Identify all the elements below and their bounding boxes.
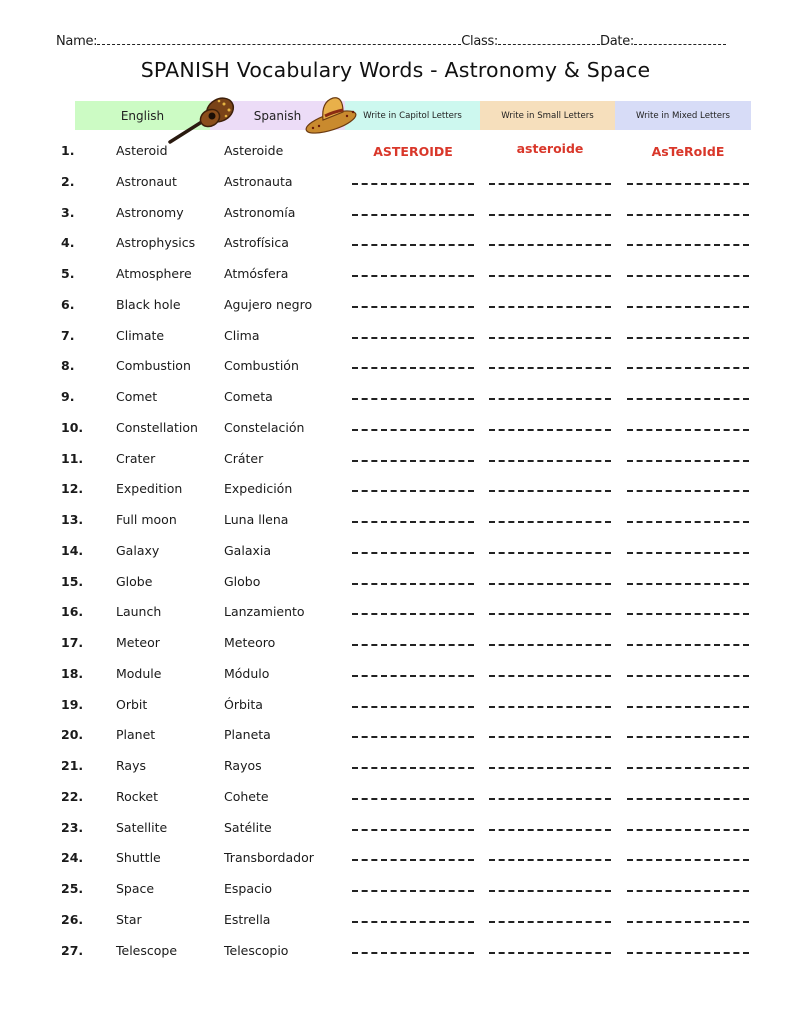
answer-blank-small[interactable] xyxy=(489,367,611,369)
english-word: Atmosphere xyxy=(116,266,192,281)
column-header-small: Write in Small Letters xyxy=(480,101,615,130)
row-number: 21. xyxy=(61,758,84,773)
answer-blank-capital[interactable] xyxy=(352,398,474,400)
answer-blank-capital[interactable] xyxy=(352,829,474,831)
row-number: 20. xyxy=(61,727,84,743)
sombrero-icon xyxy=(303,92,363,134)
answer-blank-small[interactable] xyxy=(489,644,611,646)
row-number: 16. xyxy=(61,604,84,620)
word-row xyxy=(0,358,791,388)
column-header-mixed: Write in Mixed Letters xyxy=(615,101,751,130)
english-word: Galaxy xyxy=(116,542,160,558)
word-row xyxy=(0,850,791,880)
answer-blank-capital[interactable] xyxy=(352,521,474,523)
row-number: 7. xyxy=(61,327,75,343)
row-number: 10. xyxy=(61,419,84,435)
answer-blank-mixed[interactable] xyxy=(627,952,749,954)
answer-blank-mixed[interactable] xyxy=(627,583,749,585)
english-word: Astronaut xyxy=(116,173,177,189)
word-row xyxy=(0,328,791,358)
answer-blank-capital[interactable] xyxy=(352,644,474,646)
answer-blank-small[interactable] xyxy=(489,214,611,216)
answer-blank-small[interactable] xyxy=(489,798,611,800)
column-header-english: English xyxy=(75,101,210,130)
english-word: Rays xyxy=(116,758,146,773)
spanish-word: Globo xyxy=(224,573,261,589)
spanish-word: Galaxia xyxy=(224,542,272,558)
answer-blank-small[interactable] xyxy=(489,306,611,308)
answer-blank-small[interactable] xyxy=(489,244,611,246)
word-row xyxy=(0,205,791,235)
spanish-word: Espacio xyxy=(224,881,272,896)
page-title: SPANISH Vocabulary Words - Astronomy & Space xyxy=(140,58,651,82)
word-row xyxy=(0,143,791,173)
answer-blank-small[interactable] xyxy=(489,398,611,400)
answer-blank-capital[interactable] xyxy=(352,583,474,585)
word-row xyxy=(0,635,791,665)
word-row xyxy=(0,820,791,850)
english-word: Rocket xyxy=(116,788,159,804)
row-number: 13. xyxy=(61,512,84,527)
word-row xyxy=(0,266,791,296)
spanish-word: Órbita xyxy=(224,696,263,712)
answer-blank-capital[interactable] xyxy=(352,675,474,677)
answer-blank-mixed[interactable] xyxy=(627,921,749,923)
english-word: Astronomy xyxy=(116,204,184,220)
spanish-word: Telescopio xyxy=(224,942,289,958)
spanish-word: Clima xyxy=(224,327,260,343)
english-word: Black hole xyxy=(116,296,181,312)
spanish-word: Cráter xyxy=(224,450,264,466)
answer-blank-mixed[interactable] xyxy=(627,398,749,400)
answer-blank-mixed[interactable] xyxy=(627,214,749,216)
answer-blank-mixed[interactable] xyxy=(627,460,749,462)
english-word: Climate xyxy=(116,327,165,343)
class-field[interactable] xyxy=(498,32,600,45)
answer-blank-mixed[interactable] xyxy=(627,306,749,308)
answer-blank-mixed[interactable] xyxy=(627,890,749,892)
name-label: Name: xyxy=(56,34,98,49)
answer-blank-mixed[interactable] xyxy=(627,429,749,431)
spanish-word: Meteoro xyxy=(224,635,276,650)
answer-blank-capital[interactable] xyxy=(352,767,474,769)
english-word: Combustion xyxy=(116,358,191,374)
example-answer-mixed: AsTeRoIdE xyxy=(651,144,725,159)
spanish-word: Rayos xyxy=(224,758,262,773)
answer-blank-mixed[interactable] xyxy=(627,859,749,861)
answer-blank-capital[interactable] xyxy=(352,736,474,738)
answer-blank-small[interactable] xyxy=(489,521,611,523)
english-word: Orbit xyxy=(116,696,148,712)
english-word: Launch xyxy=(116,604,162,620)
answer-blank-small[interactable] xyxy=(489,429,611,431)
answer-blank-capital[interactable] xyxy=(352,183,474,185)
answer-blank-small[interactable] xyxy=(489,275,611,277)
word-row xyxy=(0,389,791,419)
example-answer-small: asteroide xyxy=(516,141,584,156)
answer-blank-mixed[interactable] xyxy=(627,767,749,769)
word-row xyxy=(0,543,791,573)
answer-blank-small[interactable] xyxy=(489,490,611,492)
english-word: Asteroid xyxy=(116,143,168,158)
row-number: 6. xyxy=(61,296,75,312)
answer-blank-capital[interactable] xyxy=(352,275,474,277)
word-row xyxy=(0,512,791,542)
row-number: 2. xyxy=(61,173,75,189)
word-row xyxy=(0,943,791,973)
spanish-word: Asteroide xyxy=(224,143,284,158)
spanish-word: Astronauta xyxy=(224,173,293,189)
answer-blank-capital[interactable] xyxy=(352,214,474,216)
english-word: Planet xyxy=(116,727,156,743)
answer-blank-capital[interactable] xyxy=(352,552,474,554)
answer-blank-capital[interactable] xyxy=(352,429,474,431)
answer-blank-mixed[interactable] xyxy=(627,490,749,492)
spanish-word: Atmósfera xyxy=(224,266,289,281)
word-row xyxy=(0,235,791,265)
guitar-icon xyxy=(164,92,244,148)
column-header-spanish: Spanish xyxy=(210,101,345,130)
spanish-word: Módulo xyxy=(224,665,270,681)
spanish-word: Constelación xyxy=(224,419,305,435)
english-word: Full moon xyxy=(116,512,177,527)
word-row xyxy=(0,666,791,696)
answer-blank-small[interactable] xyxy=(489,706,611,708)
spanish-word: Agujero negro xyxy=(224,296,313,312)
spanish-word: Luna llena xyxy=(224,512,289,527)
answer-blank-small[interactable] xyxy=(489,183,611,185)
english-word: Meteor xyxy=(116,635,160,650)
answer-blank-small[interactable] xyxy=(489,460,611,462)
english-word: Shuttle xyxy=(116,850,161,866)
answer-blank-mixed[interactable] xyxy=(627,337,749,339)
spanish-word: Expedición xyxy=(224,481,293,497)
english-word: Telescope xyxy=(116,942,178,958)
answer-blank-mixed[interactable] xyxy=(627,644,749,646)
spanish-word: Estrella xyxy=(224,911,271,927)
row-number: 24. xyxy=(61,850,84,866)
answer-blank-small[interactable] xyxy=(489,890,611,892)
answer-blank-small[interactable] xyxy=(489,952,611,954)
answer-blank-capital[interactable] xyxy=(352,490,474,492)
spanish-word: Astrofísica xyxy=(224,235,289,251)
date-field[interactable] xyxy=(634,32,726,45)
answer-blank-mixed[interactable] xyxy=(627,367,749,369)
word-row xyxy=(0,174,791,204)
answer-blank-mixed[interactable] xyxy=(627,706,749,708)
spanish-word: Cohete xyxy=(224,788,269,804)
row-number: 12. xyxy=(61,481,84,497)
answer-blank-mixed[interactable] xyxy=(627,521,749,523)
word-row xyxy=(0,912,791,942)
answer-blank-capital[interactable] xyxy=(352,890,474,892)
answer-blank-mixed[interactable] xyxy=(627,798,749,800)
row-number: 1. xyxy=(61,143,75,158)
word-row xyxy=(0,881,791,911)
answer-blank-small[interactable] xyxy=(489,736,611,738)
word-row xyxy=(0,574,791,604)
answer-blank-mixed[interactable] xyxy=(627,275,749,277)
row-number: 23. xyxy=(61,819,84,835)
answer-blank-capital[interactable] xyxy=(352,367,474,369)
answer-blank-mixed[interactable] xyxy=(627,552,749,554)
row-number: 17. xyxy=(61,635,84,650)
answer-blank-capital[interactable] xyxy=(352,706,474,708)
answer-blank-mixed[interactable] xyxy=(627,675,749,677)
column-header-capital: Write in Capitol Letters xyxy=(345,101,480,130)
row-number: 3. xyxy=(61,204,75,220)
row-number: 25. xyxy=(61,881,84,896)
row-number: 19. xyxy=(61,696,84,712)
date-label: Date: xyxy=(600,34,634,49)
row-number: 14. xyxy=(61,542,84,558)
word-row xyxy=(0,758,791,788)
answer-blank-mixed[interactable] xyxy=(627,829,749,831)
answer-blank-capital[interactable] xyxy=(352,460,474,462)
english-word: Module xyxy=(116,665,162,681)
example-answer-capital: ASTEROIDE xyxy=(373,144,453,159)
spanish-word: Planeta xyxy=(224,727,271,743)
answer-blank-small[interactable] xyxy=(489,552,611,554)
english-word: Astrophysics xyxy=(116,235,196,251)
answer-blank-capital[interactable] xyxy=(352,921,474,923)
answer-blank-capital[interactable] xyxy=(352,244,474,246)
row-number: 22. xyxy=(61,788,84,804)
word-row xyxy=(0,451,791,481)
word-row xyxy=(0,697,791,727)
answer-blank-capital[interactable] xyxy=(352,337,474,339)
answer-blank-small[interactable] xyxy=(489,337,611,339)
row-number: 4. xyxy=(61,235,75,251)
spanish-word: Satélite xyxy=(224,819,272,835)
english-word: Space xyxy=(116,881,155,896)
row-number: 18. xyxy=(61,665,84,681)
answer-blank-small[interactable] xyxy=(489,583,611,585)
class-label: Class: xyxy=(461,34,499,49)
answer-blank-small[interactable] xyxy=(489,921,611,923)
word-row xyxy=(0,789,791,819)
row-number: 9. xyxy=(61,389,75,404)
english-word: Satellite xyxy=(116,819,168,835)
spanish-word: Combustión xyxy=(224,358,299,374)
answer-blank-mixed[interactable] xyxy=(627,613,749,615)
answer-blank-small[interactable] xyxy=(489,613,611,615)
row-number: 26. xyxy=(61,911,84,927)
english-word: Expedition xyxy=(116,481,183,497)
word-row xyxy=(0,297,791,327)
answer-blank-small[interactable] xyxy=(489,675,611,677)
english-word: Globe xyxy=(116,573,153,589)
spanish-word: Transbordador xyxy=(224,850,314,866)
spanish-word: Cometa xyxy=(224,389,273,404)
word-row xyxy=(0,727,791,757)
row-number: 8. xyxy=(61,358,75,374)
name-field[interactable] xyxy=(97,32,461,45)
answer-blank-capital[interactable] xyxy=(352,798,474,800)
row-number: 11. xyxy=(61,450,84,466)
english-word: Star xyxy=(116,911,142,927)
answer-blank-mixed[interactable] xyxy=(627,244,749,246)
spanish-word: Lanzamiento xyxy=(224,604,305,620)
english-word: Crater xyxy=(116,450,156,466)
word-row xyxy=(0,420,791,450)
row-number: 27. xyxy=(61,942,84,958)
answer-blank-small[interactable] xyxy=(489,829,611,831)
student-info-line xyxy=(56,32,748,52)
answer-blank-small[interactable] xyxy=(489,859,611,861)
english-word: Constellation xyxy=(116,419,198,435)
word-row xyxy=(0,604,791,634)
answer-blank-small[interactable] xyxy=(489,767,611,769)
answer-blank-capital[interactable] xyxy=(352,306,474,308)
word-row xyxy=(0,481,791,511)
english-word: Comet xyxy=(116,389,158,404)
row-number: 15. xyxy=(61,573,84,589)
answer-blank-capital[interactable] xyxy=(352,859,474,861)
answer-blank-mixed[interactable] xyxy=(627,736,749,738)
answer-blank-capital[interactable] xyxy=(352,952,474,954)
answer-blank-mixed[interactable] xyxy=(627,183,749,185)
row-number: 5. xyxy=(61,266,75,281)
spanish-word: Astronomía xyxy=(224,204,296,220)
answer-blank-capital[interactable] xyxy=(352,613,474,615)
